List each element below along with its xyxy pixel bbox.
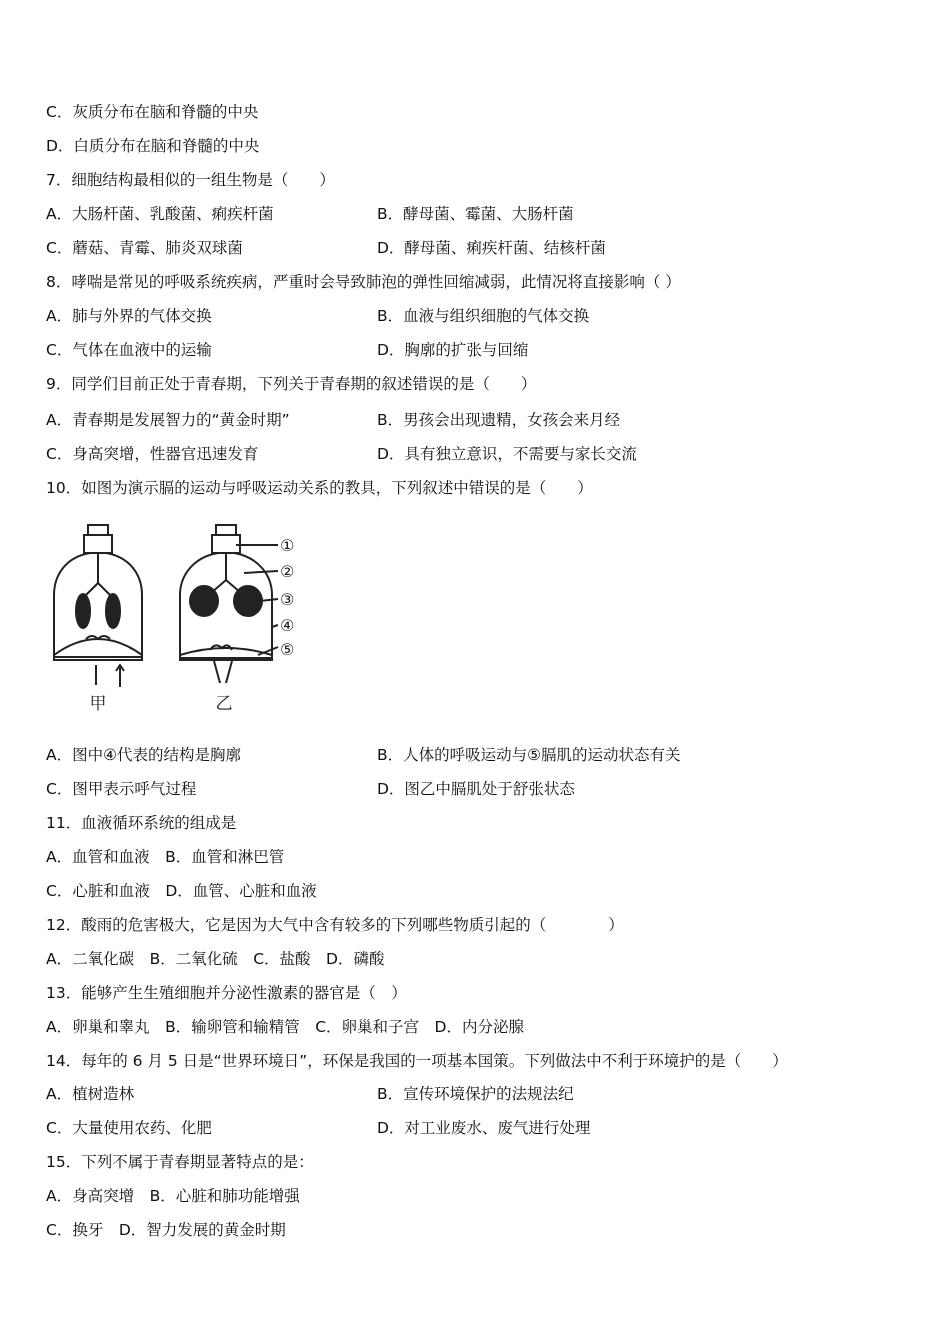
q14-option-c: C．大量使用农药、化肥 xyxy=(46,1119,212,1137)
q10-option-a: A．图中④代表的结构是胸廓 xyxy=(46,746,241,764)
jar-yi xyxy=(180,525,278,683)
q7-option-b: B．酵母菌、霉菌、大肠杆菌 xyxy=(377,205,574,223)
marker-1: ① xyxy=(280,536,295,555)
q8-option-a: A．肺与外界的气体交换 xyxy=(46,307,212,325)
q10-option-b: B．人体的呼吸运动与⑤膈肌的运动状态有关 xyxy=(377,746,681,764)
marker-2: ② xyxy=(280,562,295,581)
q9-option-b: B．男孩会出现遗精，女孩会来月经 xyxy=(377,411,621,429)
q11-options-ab: A．血管和血液 B．血管和淋巴管 xyxy=(46,848,285,866)
marker-4: ④ xyxy=(280,616,295,635)
question-14: 14．每年的 6 月 5 日是“世界环境日”，环保是我国的一项基本国策。下列做法中不利于环境护的是（ ） xyxy=(46,1052,788,1070)
q15-options-cd: C．换牙 D．智力发展的黄金时期 xyxy=(46,1221,286,1239)
question-12: 12．酸雨的危害极大，它是因为大气中含有较多的下列哪些物质引起的（ ） xyxy=(46,916,624,934)
q8-option-d: D．胸廓的扩张与回缩 xyxy=(377,341,529,359)
q10-option-d: D．图乙中膈肌处于舒张状态 xyxy=(377,780,575,798)
q7-option-c: C．蘑菇、青霉、肺炎双球菌 xyxy=(46,239,243,257)
q9-option-d: D．具有独立意识，不需要与家长交流 xyxy=(377,445,637,463)
question-10: 10．如图为演示膈的运动与呼吸运动关系的教具，下列叙述中错误的是（ ） xyxy=(46,479,593,497)
question-7: 7．细胞结构最相似的一组生物是（ ） xyxy=(46,171,335,189)
marker-3: ③ xyxy=(280,590,295,609)
question-13: 13．能够产生生殖细胞并分泌性激素的器官是（ ） xyxy=(46,984,407,1002)
label-yi: 乙 xyxy=(215,694,233,714)
q9-option-c: C．身高突增，性器官迅速发育 xyxy=(46,445,259,463)
question-11: 11．血液循环系统的组成是 xyxy=(46,814,237,832)
q10-option-c: C．图甲表示呼气过程 xyxy=(46,780,197,798)
q15-options-ab: A．身高突增 B．心脏和肺功能增强 xyxy=(46,1187,300,1205)
q12-options: A．二氧化碳 B．二氧化硫 C．盐酸 D．磷酸 xyxy=(46,950,385,968)
q13-options: A．卵巢和睾丸 B．输卵管和输精管 C．卵巢和子宫 D．内分泌腺 xyxy=(46,1018,524,1036)
q7-option-d: D．酵母菌、痢疾杆菌、结核杆菌 xyxy=(377,239,606,257)
question-9: 9．同学们目前正处于青春期，下列关于青春期的叙述错误的是（ ） xyxy=(46,375,537,393)
jar-jia xyxy=(54,525,142,687)
q9-option-a: A．青春期是发展智力的“黄金时期” xyxy=(46,411,290,429)
q14-option-a: A．植树造林 xyxy=(46,1085,135,1103)
question-8: 8．哮喘是常见的呼吸系统疾病，严重时会导致肺泡的弹性回缩减弱，此情况将直接影响（ ） xyxy=(46,273,681,291)
diaphragm-model-figure xyxy=(46,515,316,720)
q11-options-cd: C．心脏和血液 D．血管、心脏和血液 xyxy=(46,882,317,900)
q14-option-b: B．宣传环境保护的法规法纪 xyxy=(377,1085,574,1103)
q8-option-b: B．血液与组织细胞的气体交换 xyxy=(377,307,590,325)
label-jia: 甲 xyxy=(89,694,107,714)
marker-5: ⑤ xyxy=(280,640,295,659)
l1: C．灰质分布在脑和脊髓的中央 xyxy=(46,103,259,121)
question-15: 15．下列不属于青春期显著特点的是： xyxy=(46,1153,314,1171)
q14-option-d: D．对工业废水、废气进行处理 xyxy=(377,1119,591,1137)
q8-option-c: C．气体在血液中的运输 xyxy=(46,341,212,359)
q7-option-a: A．大肠杆菌、乳酸菌、痢疾杆菌 xyxy=(46,205,274,223)
l2: D．白质分布在脑和脊髓的中央 xyxy=(46,137,260,155)
